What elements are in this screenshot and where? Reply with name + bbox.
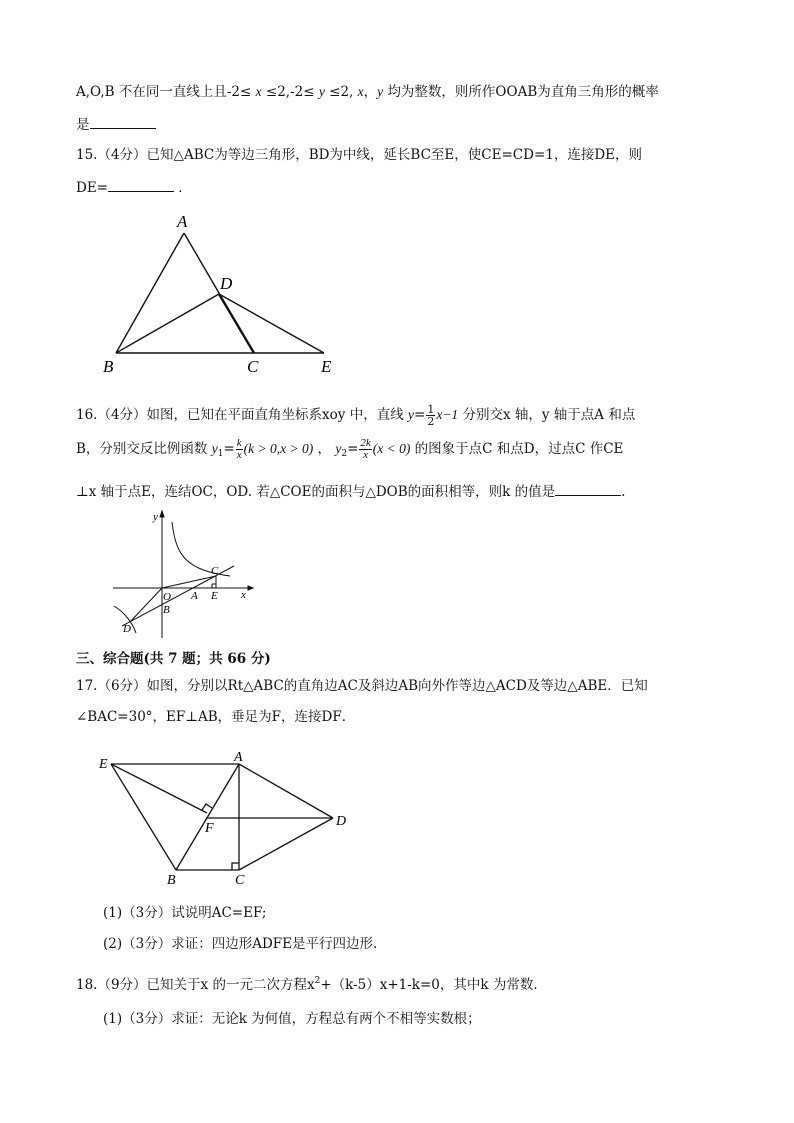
q15-label-b: B	[103, 357, 114, 376]
q14-var-y2: y	[377, 84, 384, 99]
q14-line-2	[76, 114, 156, 134]
q16-label-c: C	[211, 565, 219, 577]
q16-y1-den: x	[236, 449, 242, 461]
q18-sup: 2	[314, 976, 321, 986]
q16-fraction-k-x	[236, 438, 243, 461]
q17-line-2	[76, 708, 355, 726]
q16-label-b: B	[163, 604, 170, 616]
q14-var-x2: x	[357, 84, 364, 99]
q16-label-a: A	[191, 590, 198, 602]
q16-y1-eq: =	[223, 441, 235, 457]
q17-label-a: A	[234, 750, 243, 765]
q15-text-de: DE=	[76, 180, 108, 196]
q16-text-e: ⊥x 轴于点E，连结OC，OD. 若△COE的面积与△DOB的面积相等，则k 的值是	[76, 484, 556, 500]
q16-y1-cond: (k > 0,x > 0)	[243, 441, 314, 456]
q16-var-y: y	[408, 407, 415, 422]
q15-text-period: ．	[178, 180, 192, 196]
q16-text-b: 分别交x 轴，y 轴于点A 和点	[462, 407, 636, 423]
q17-figure	[95, 750, 360, 890]
q16-figure	[110, 508, 255, 640]
q16-hyperbola-y1	[172, 522, 230, 576]
q16-y2: y	[335, 441, 342, 456]
q16-y-axis-arrow	[160, 511, 164, 517]
q17-text-2: ∠BAC=30°，EF⊥AB，垂足为F，连接DF．	[76, 709, 356, 725]
q15-median-bd	[116, 294, 219, 353]
q17-label-e: E	[99, 757, 108, 772]
q16-x-axis-arrow	[248, 586, 253, 590]
q16-y2-sub: 2	[341, 449, 348, 459]
q16-label-x: x	[241, 589, 246, 601]
q16-label-o: O	[163, 591, 171, 603]
q14-answer-blank[interactable]	[90, 114, 156, 129]
q16-y1-num: k	[236, 437, 242, 449]
q14-text-c: ≤2,	[329, 84, 354, 100]
q16-fraction-2k-x	[359, 438, 371, 461]
q17-segment-cd	[239, 818, 333, 870]
q16-sep: ，	[317, 441, 332, 457]
q16-y1: y	[211, 441, 218, 456]
q16-label-y: y	[153, 511, 158, 523]
q18-line-1	[76, 972, 547, 994]
q16-label-e: E	[211, 590, 218, 602]
q15-side-ab	[116, 233, 184, 353]
q17-right-angle-c	[232, 863, 239, 870]
q14-var-x: x	[255, 84, 262, 99]
q15-figure	[95, 205, 355, 380]
q16-y2-den: x	[363, 449, 369, 461]
q18-sub-1	[103, 1010, 481, 1028]
q17-label-d: D	[336, 814, 347, 829]
q18-text-a: 18.（9分）已知关于x 的一元二次方程x	[76, 977, 315, 993]
q16-eq: =	[414, 407, 426, 423]
q15-label-a: A	[177, 212, 188, 231]
q16-line-expr: x−1	[436, 407, 459, 422]
q16-y2-num: 2k	[360, 437, 371, 449]
q16-y2-eq: =	[347, 441, 359, 457]
q16-frac-den: 2	[427, 415, 435, 428]
q17-sub-1	[103, 904, 266, 922]
q15-label-c: C	[247, 357, 259, 376]
q17-segment-ad	[239, 764, 333, 818]
q17-line-1	[76, 677, 648, 695]
q16-y1-sub: 1	[217, 449, 224, 459]
q14-text-b: ≤2,-2≤	[265, 84, 315, 100]
q15-label-e: E	[321, 357, 332, 376]
q15-segment-dc	[219, 294, 254, 353]
q14-var-y: y	[318, 84, 325, 99]
q17-label-f: F	[205, 821, 214, 836]
q16-segment-oc	[162, 576, 216, 588]
q16-text-period: .	[621, 484, 626, 500]
q14-text-shi: 是	[76, 117, 90, 133]
q17-label-c: C	[235, 873, 245, 888]
q16-line-2	[76, 434, 623, 464]
q17-segment-ab	[176, 764, 239, 870]
q14-text-d: ，	[363, 84, 378, 100]
q16-frac-num: 1	[427, 403, 435, 416]
q18-sub1-text: (1)（3分）求证：无论k 为何值，方程总有两个不相等实数根；	[103, 1011, 481, 1027]
q15-answer-blank[interactable]	[108, 177, 174, 192]
q15-label-d: D	[220, 274, 233, 293]
q16-text-c: B，分别交反比例函数	[76, 441, 208, 457]
q17-sub-2	[103, 935, 377, 953]
q14-text-e: 均为整数，则所作OOAB为直角三角形的概率	[387, 84, 659, 100]
q17-right-angle-f	[202, 804, 212, 810]
q16-text-a: 16.（4分）如图，已知在平面直角坐标系xoy 中，直线	[76, 407, 404, 423]
q14-line-1	[76, 83, 659, 101]
q17-sub1-text: (1)（3分）试说明AC=EF;	[103, 905, 267, 921]
q16-text-d: 的图象于点C 和点D，过点C 作CE	[414, 441, 624, 457]
q17-label-b: B	[167, 873, 176, 888]
q16-label-d: D	[123, 623, 131, 635]
q18-text-b: +（k-5）x+1-k=0，其中k 为常数．	[320, 977, 547, 993]
q17-sub2-text: (2)（3分）求证：四边形ADFE是平行四边形.	[103, 936, 378, 952]
q16-segment-od	[130, 588, 162, 622]
q16-line-1	[76, 400, 635, 430]
q17-text-1: 17.（6分）如图，分别以Rt△ABC的直角边AC及斜边AB向外作等边△ACD及等边△ABE．已知	[76, 678, 648, 694]
q15-segment-de	[219, 294, 324, 353]
section-3-title: 三、综合题(共 7 题；共 66 分)	[76, 651, 271, 667]
q15-text-1: 15.（4分）已知△ABC为等边三角形，BD为中线，延长BC至E，使CE=CD=1，连接DE，则	[76, 147, 643, 163]
q14-text-a: A,O,B 不在同一直线上且-2≤	[76, 84, 252, 100]
q16-y2-cond: (x < 0)	[372, 441, 411, 456]
q16-fraction-half	[426, 404, 435, 427]
q15-line-1	[76, 146, 642, 164]
q15-line-2	[76, 177, 192, 197]
q16-answer-blank[interactable]	[555, 481, 621, 496]
q16-line-3	[76, 481, 625, 501]
